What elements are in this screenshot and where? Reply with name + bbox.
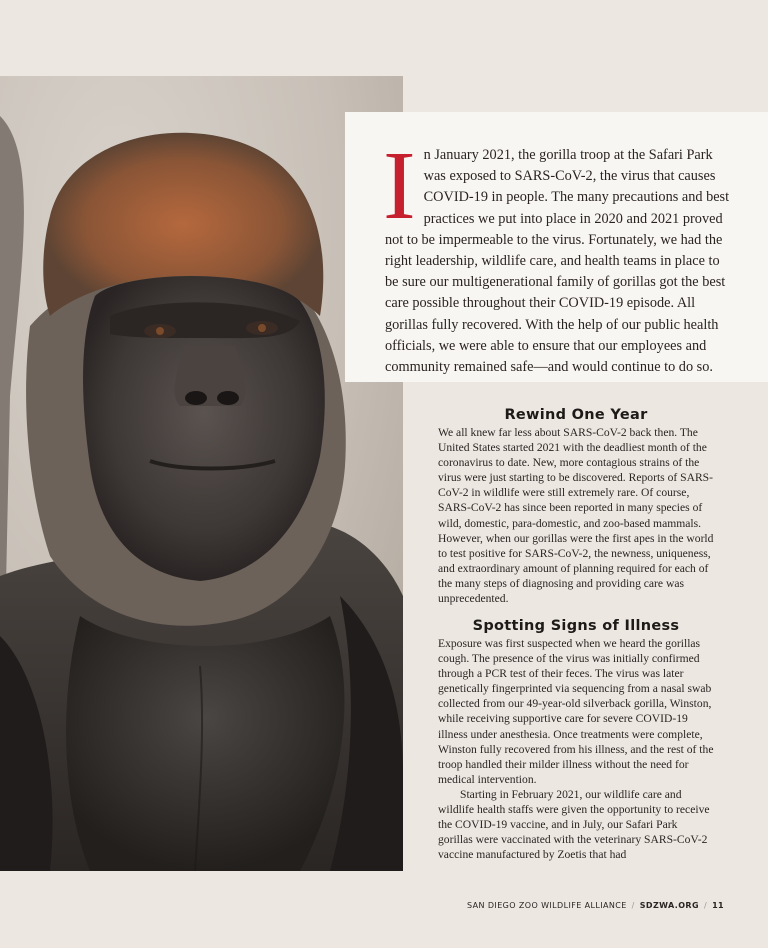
drop-cap: I <box>383 132 416 240</box>
gorilla-photo <box>0 76 403 871</box>
section-paragraph: Exposure was first suspected when we heard the gorillas cough. The presence of the virus was initially confirmed through a PCR test of their feces. The virus was later genetically fingerprinted via sequencing from a nasal swab collected from our 49-year-old silverback gorilla, Winston, while receiving supportive care for severe COVID-19 illness under anesthesia. Once treatments were complete, Winston fully recovered from his illness, and the rest of the troop handled their milder illness without the need for medical intervention. <box>438 637 714 786</box>
footer-org: SAN DIEGO ZOO WILDLIFE ALLIANCE <box>467 901 627 910</box>
section-heading: Spotting Signs of Illness <box>472 618 680 634</box>
section-rewind-one-year <box>438 406 714 606</box>
footer-separator: / <box>631 901 635 910</box>
page-number: 11 <box>712 901 724 910</box>
section-spotting-signs <box>438 617 714 862</box>
footer-separator: / <box>703 901 708 910</box>
section-paragraph: Starting in February 2021, our wildlife care and wildlife health staffs were given the opportunity to receive the COVID-19 vaccine, and in July, our Safari Park gorillas were vaccinated with the veterinary SARS-CoV-2 vaccine manufactured by Zoetis that had <box>438 787 710 862</box>
section-paragraph: We all knew far less about SARS-CoV-2 back then. The United States started 2021 with the deadliest month of the coronavirus to date. New, more contagious strains of the virus were just starting to be discovered. Reports of SARS-CoV-2 in wildlife were still extremely rare. Of course, SARS-CoV-2 has since been reported in many species of wild, domestic, para-domestic, and zoo-based mammals. However, when our gorillas were the first apes in the world to test positive for SARS-CoV-2, the newness, uniqueness, and extraordinary amount of planning required for each of the many steps of diagnosing and providing care was unprecedented. <box>438 426 714 606</box>
intro-paragraph <box>383 132 735 378</box>
section-heading: Rewind One Year <box>504 407 648 423</box>
footer-site: SDZWA.ORG <box>639 901 699 910</box>
intro-body: n January 2021, the gorilla troop at the Safari Park was exposed to SARS-CoV-2, the virus that causes COVID-19 in people. The many precautions and best practices we put into place in 2020 and 2021 proved not to be impermeable to the virus. Fortunately, we had the right leadership, wildlife care, and health teams in place to be sure our multigenerational family of gorillas got the best care possible throughout their COVID-19 episode. All gorillas fully recovered. With the help of our public health officials, we were able to ensure that our employees and community remained safe—and would continue to do so. <box>385 147 730 376</box>
page-footer <box>467 901 724 910</box>
